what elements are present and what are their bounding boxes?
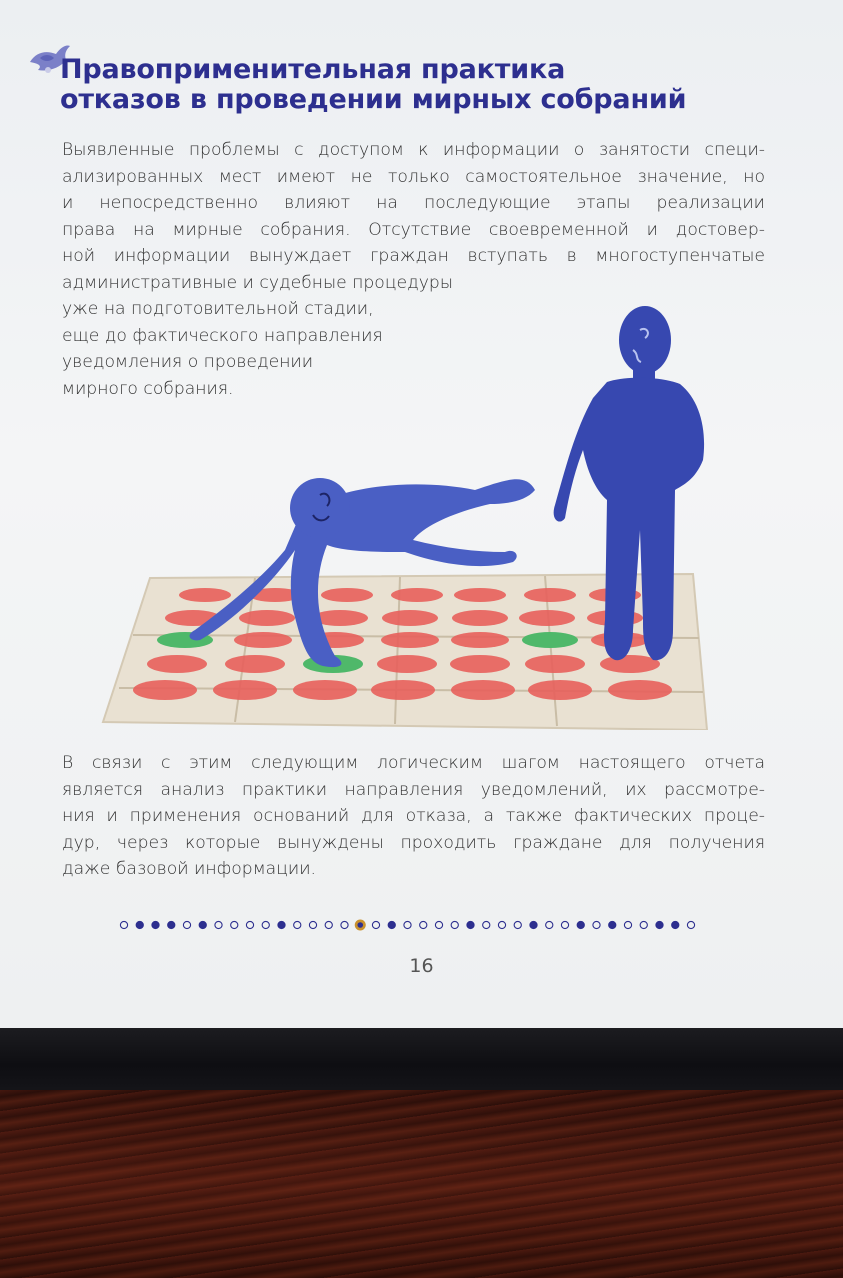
page-progress-dots — [117, 918, 697, 932]
progress-dot — [640, 921, 647, 928]
title-line: отказов в проведении мирных собраний — [60, 84, 687, 115]
progress-dot — [404, 921, 411, 928]
progress-dot — [687, 921, 694, 928]
title-line: Правоприменительная практика — [60, 54, 566, 85]
text-line: уже на подготовительной стадии, — [62, 299, 374, 319]
progress-dot-filled — [278, 921, 285, 928]
progress-dot-filled — [168, 921, 175, 928]
wooden-table-surface — [0, 1090, 843, 1278]
text-line: ния и применения оснований для отказа, а также фактических проце- — [62, 806, 765, 826]
progress-dot — [451, 921, 458, 928]
progress-dot-filled — [467, 921, 474, 928]
twister-illustration — [95, 290, 815, 730]
text-line: Выявленные проблемы с доступом к информации о занятости специ- — [62, 140, 765, 160]
progress-dot-filled — [199, 921, 206, 928]
progress-dot — [514, 921, 521, 928]
progress-dot — [498, 921, 505, 928]
progress-dot — [435, 921, 442, 928]
progress-dot — [120, 921, 127, 928]
progress-dot-filled — [656, 921, 663, 928]
page-number: 16 — [409, 955, 434, 977]
progress-dot-filled — [136, 921, 143, 928]
progress-dot-filled — [609, 921, 616, 928]
progress-dot-filled — [530, 921, 537, 928]
text-line: и непосредственно влияют на последующие этапы реализации — [62, 193, 765, 213]
text-line: ализированных мест имеют не только самостоятельное значение, но — [62, 166, 765, 187]
progress-dot-filled — [577, 921, 584, 928]
progress-dot-filled — [152, 921, 159, 928]
text-line: дур, через которые вынуждены проходить граждане для получения — [62, 832, 765, 853]
text-line: административные и судебные процедуры — [62, 272, 453, 293]
progress-dot — [561, 921, 568, 928]
text-line: еще до фактического направления — [62, 325, 383, 346]
text-line: права на мирные собрания. Отсутствие своевременной и достовер- — [62, 219, 765, 240]
progress-dot-filled — [388, 921, 395, 928]
paragraph-conclusion — [62, 750, 765, 883]
progress-dot — [246, 921, 253, 928]
progress-dot — [483, 921, 490, 928]
progress-dot — [593, 921, 600, 928]
progress-dot — [215, 921, 222, 928]
progress-dot — [309, 921, 316, 928]
progress-dot — [325, 921, 332, 928]
text-line: мирного собрания. — [62, 378, 234, 399]
page-title — [60, 55, 820, 115]
progress-dot — [341, 921, 348, 928]
text-line: уведомления о проведении — [62, 352, 314, 372]
progress-dot — [546, 921, 553, 928]
progress-dot — [372, 921, 379, 928]
progress-dot — [183, 921, 190, 928]
progress-dot — [231, 921, 238, 928]
text-line: даже базовой информации. — [62, 859, 317, 879]
progress-dot — [420, 921, 427, 928]
progress-dot — [262, 921, 269, 928]
progress-dot-filled — [672, 921, 679, 928]
progress-dot-current-core — [357, 922, 363, 928]
text-line: является анализ практики направления уведомлений, их рассмотре- — [62, 779, 765, 800]
text-line: ной информации вынуждает граждан вступать в многоступенчатые — [62, 246, 765, 266]
text-line: В связи с этим следующим логическим шагом настоящего отчета — [62, 753, 765, 773]
progress-dot — [294, 921, 301, 928]
progress-dot — [624, 921, 631, 928]
screen-bezel — [0, 1028, 843, 1090]
